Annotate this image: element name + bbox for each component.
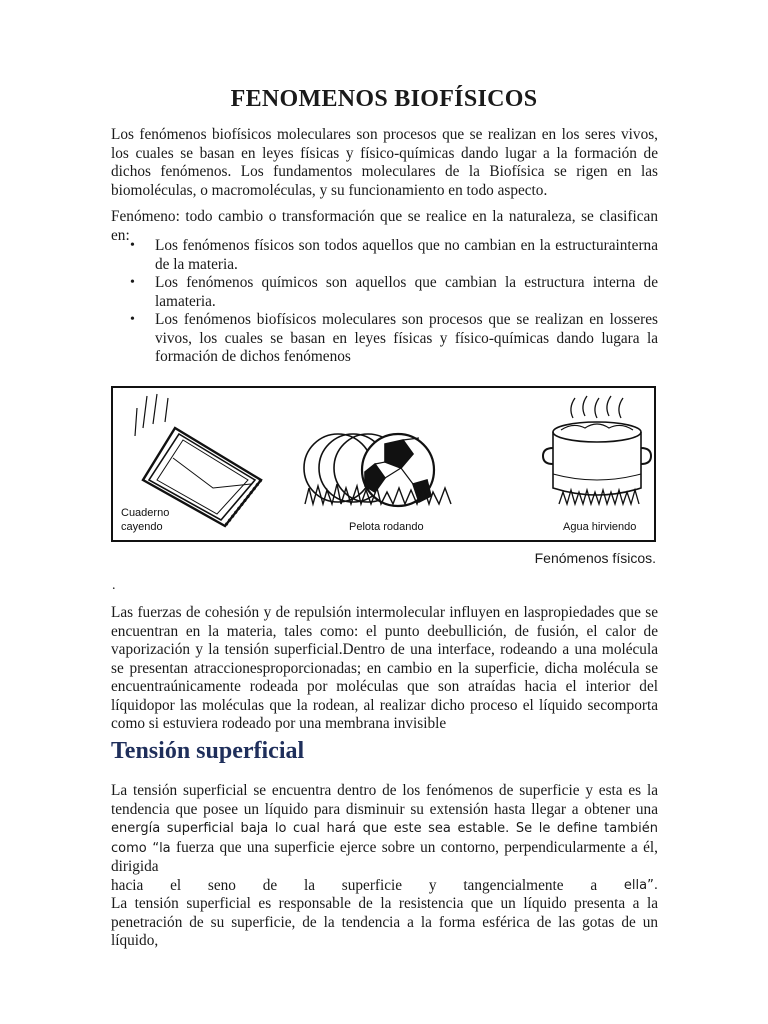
boiling-pot-drawing (543, 396, 651, 504)
notebook-label-line1: Cuaderno (121, 507, 170, 519)
spread-word: el (170, 876, 182, 894)
tension-text-part3: fuerza que una superficie ejerce sobre un contorno, perpendicularmente a él, dirigida (111, 838, 658, 875)
cohesion-paragraph: Las fuerzas de cohesión y de repulsión intermolecular influyen en laspropiedades que se encuentran en la materia, tales como: el punto deebullición, de fusión, el calor de vaporización y la tensión superficial.Dentro de una interface, rodeando a una molécula se presentan atraccionesproporcionadas; en cambio en la superficie, dicha molécula se encuentraúnicamente rodeada por moléculas que son atraídas hacia el interior del líquidopor las moléculas que la rodean, al realizar dicho proceso el líquido secomporta como si estuviera rodeado por una membrana invisible (111, 604, 658, 732)
spread-word: superficie (341, 876, 403, 894)
water-label: Agua hirviendo (563, 521, 637, 533)
spread-word: y (428, 876, 437, 894)
notebook-label-line2: cayendo (121, 521, 163, 533)
spread-word: hacia (111, 876, 144, 894)
spread-word: la (303, 876, 315, 894)
tension-text-part4: La tensión superficial es responsable de la resistencia que un líquido presenta a la penetración de su superficie, de la tendencia a la forma esférica de las gotas de un líquido, (111, 895, 658, 949)
stray-mark: . (112, 578, 116, 593)
bullet-marker: • (130, 275, 135, 290)
ball-label: Pelota rodando (349, 521, 424, 533)
tension-paragraph (111, 782, 658, 951)
spread-word: seno (207, 876, 236, 894)
spread-word: tangencialmente (463, 876, 564, 894)
tension-text-part2: energía superficial baja lo cual hará que este sea estable. Se le define también como “la (111, 821, 658, 856)
list-item (111, 311, 658, 367)
list-item-text: Los fenómenos físicos son todos aquellos que no cambian en la estructurainterna de la materia. (155, 237, 658, 273)
list-item (111, 237, 658, 274)
list-item-text: Los fenómenos biofísicos moleculares son procesos que se realizan en losseres vivos, los cuales se basan en leyes físicas y físico-químicas dando lugara la formación de dichos fenómenos (155, 311, 658, 365)
rolling-ball-drawing (304, 434, 451, 506)
phenomena-list (111, 237, 658, 367)
spread-word: de (262, 876, 278, 894)
section-title: Tensión superficial (111, 738, 305, 764)
intro-paragraph: Los fenómenos biofísicos moleculares son procesos que se realizan en los seres vivos, los cuales se basan en leyes físicas y físico-químicas dando lugar a la formación de dichos fenómenos. Los fundamentos moleculares de la Biofísica se rigen en las biomoléculas, o macromoléculas, y su funcionamiento en todo aspecto. (111, 126, 658, 199)
bullet-marker: • (130, 312, 135, 327)
list-item-text: Los fenómenos químicos son aquellos que cambian la estructura interna de lamateria. (155, 274, 658, 310)
justified-line (111, 877, 658, 896)
figure-caption: Fenómenos físicos. (534, 550, 656, 566)
page-title: FENOMENOS BIOFÍSICOS (230, 86, 538, 112)
bullet-marker: • (130, 238, 135, 253)
figure-illustration (113, 388, 654, 540)
tension-text-part1: La tensión superficial se encuentra dentro de los fenómenos de superficie y esta es la tendencia que posee un líquido para disminuir su extensión hasta llegar a obtener una (111, 782, 658, 818)
definition-paragraph: Fenómeno: todo cambio o transformación que se realice en la naturaleza, se clasifican en: (111, 208, 658, 244)
spread-word-last: ella”. (623, 877, 658, 893)
spread-word: a (590, 876, 598, 894)
list-item (111, 274, 658, 311)
physical-phenomena-figure (111, 386, 656, 542)
